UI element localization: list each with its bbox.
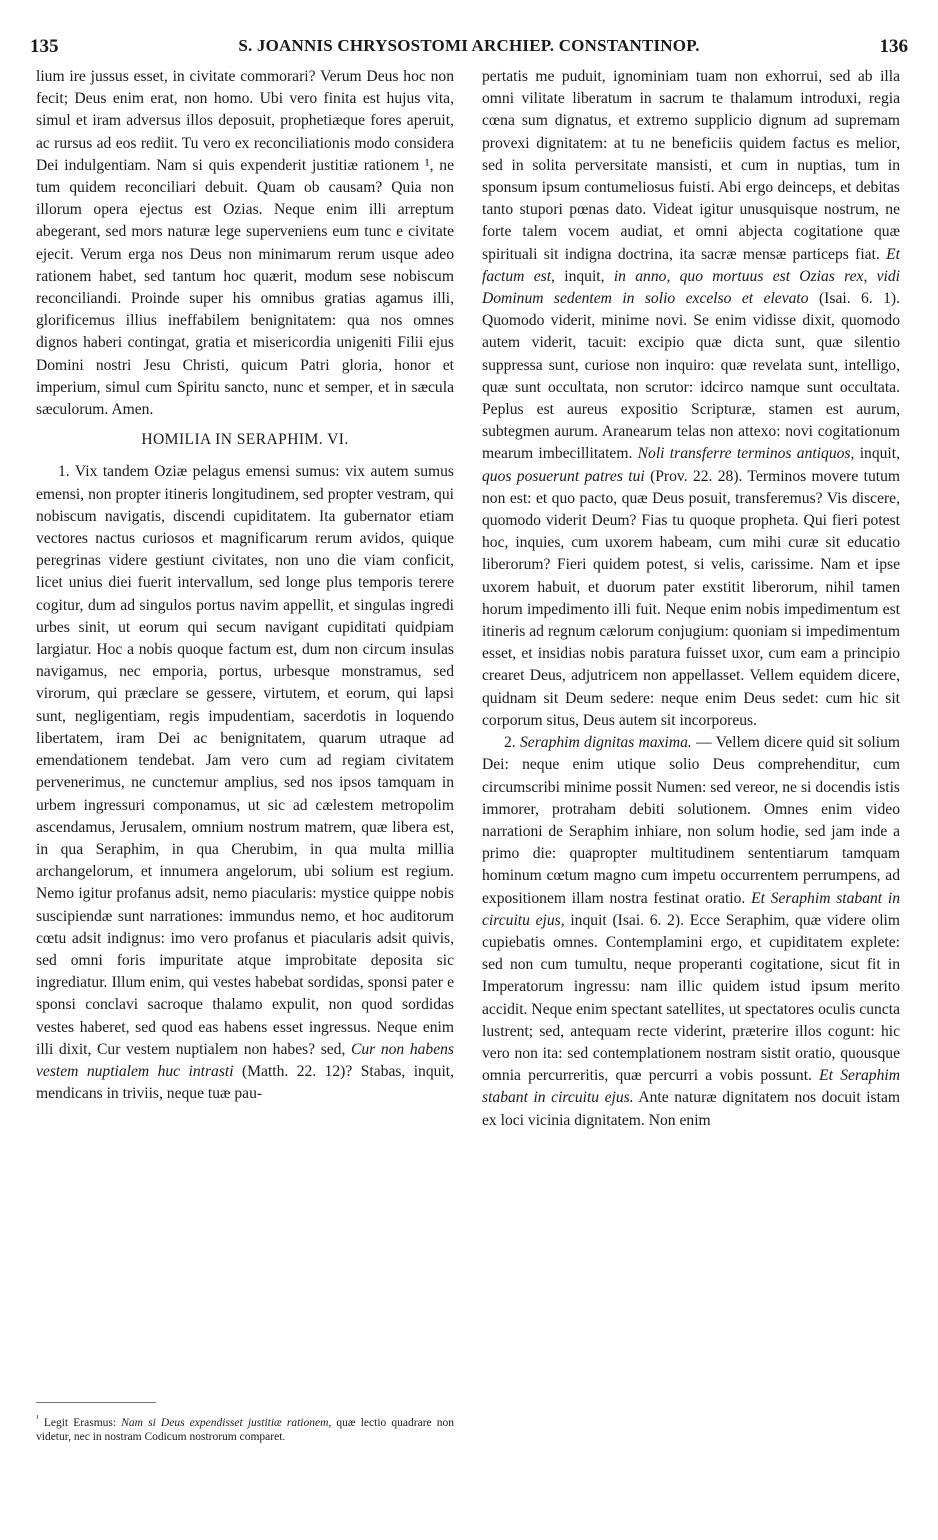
- footnote-rule: [36, 1402, 156, 1403]
- left-column: [36, 66, 454, 1105]
- right-inquit-2: inquit,: [859, 445, 900, 463]
- footnote-marker: ¹: [36, 1413, 39, 1423]
- left-paragraph-1: lium ire jussus esset, in civitate commorari? Verum Deus hoc non fecit; Deus enim erat, non homo. Ubi vero finita est hujus vita, simul et iram adversus illos deposuit, prophetiæque fores aperuit, ac rursus ad eos rediit. Tu vero ex reconciliationis modo considera Dei indulgentiam. Nam si quis expenderit justitiæ rationem ¹, ne tum quidem reconciliari debuit. Quam ob causam? Quia non illorum opera ejectus est Ozias. Neque enim illi arreptum abegerant, sed mors naturæ lege superveniens eum tunc e civitate ejecit. Verum erga nos Deus non minimarum rerum usque adeo rationem habet, sed tantum hoc quærit, modum sese nobiscum reconciliandi. Proinde super his omnibus gratias agamus illi, glorificemus illius ineffabilem benignitatem: qua nos omnes dignos haberi contingat, gratia et misericordia unigeniti Filii ejus Domini nostri Jesu Christi, quicum Patri gloria, honor et imperium, simul cum Spiritu sancto, nunc et semper, et in sæcula sæculorum. Amen.: [36, 68, 454, 419]
- right-quote-4: quos posuerunt patres tui: [482, 467, 645, 485]
- footnote-lead: Legit Erasmus:: [43, 1416, 117, 1429]
- right-paragraph-1-text: pertatis me puduit, ignominiam tuam non exhorrui, sed ab illa omni vilitate liberatum in sacrum te thalamum introduxi, regia cœna sum dignatus, et extremo supplicio dignum ad supremam provexi dignitatem: at tu ne beneficiis quidem factus es melior, sed in solita perversitate mansisti, et cum in nuptias, tum in sponsum ipsum contumeliosus fuisti. Abi ergo deinceps, et debitas tanto stupori pœnas dato. Videat igitur unusquisque nostrum, ne forte talem vocem audiat, et omni abjecta cogitatione quæ spirituali sit indigna doctrina, ita sacræ mensæ particeps fiat.: [482, 68, 900, 263]
- right-ref-1: (Isai. 6. 1).: [818, 290, 900, 308]
- footnote: [36, 1411, 454, 1444]
- footnote-rest: quæ lectio quadrare non videtur, nec in nostram Codicum nostrorum comparet.: [36, 1416, 455, 1443]
- right-paragraph-2-end: Ante naturæ dignitatem nos docuit istam ex loci vicinia dignitatem. Non enim: [482, 1089, 900, 1129]
- left-paragraph-2-quote: Cur non habens vestem nuptialem huc intrasti: [36, 1040, 454, 1080]
- footnote-quote: Nam si Deus expendisset justitiæ rationem,: [121, 1416, 332, 1429]
- right-quote-6: Et Seraphim stabant in circuitu ejus.: [482, 1067, 900, 1107]
- right-inquit-1: inquit,: [564, 267, 605, 285]
- right-paragraph-1-end: Terminos movere tutum non est: et quo pacto, quæ Deus posuit, transferemus? Vis discere, quomodo viderit Deum? Fias tu quoque propheta. Qui fieri potest hoc, inquies, cum uxorem habeam, cum mihi curæ sit educatio liberorum? Fieri quidem potest, si velis, carissime. Nam et ipse uxorem habuit, et duorum pater exstitit liberorum, nihil tamen horum impedimento illi fuit. Neque enim nobis impedimentum est itineris ad regnum cælorum conjugium: quoniam si impedimentum esset, et insidias nobis paratura fuisset uxor, cum eam a principio crearet Deus, adjutricem non appellasset. Vellem equidem dicere, quidnam sit Deum sedere: neque enim Deus sedet: cum hic sit corporum situs, Deus autem sit incorporeus.: [482, 467, 901, 729]
- right-inquit-3: inquit: [570, 911, 607, 929]
- right-paragraph-2-rest: Ecce Seraphim, quæ videre olim cupiebatis omnes. Contemplamini ergo, et cupiditatem explete: sed non cum tumultu, neque properanti cogitatione, sicut fit in Imperatorum ingressu: nam illic quidem istud ipsum merito accidit. Neque enim spectant satellites, ut spectatores oculis cuncta lustrent; sed, antequam recte viderint, præterire illos cogunt: hic vero non ita: sed contemplationem nostram sistit oratio, quousque omnia percurreritis, quæ percurri a vobis possunt.: [482, 911, 900, 1085]
- section-heading: Seraphim dignitas maxima.: [519, 734, 692, 752]
- right-quote-1: Et factum est,: [482, 245, 900, 285]
- right-paragraph-2-text: — Vellem dicere quid sit solium Dei: neque enim utique solio Deus comprehenditur, cum circumscribi minime possit Numen: sed vereor, ne si docendis istis immorer, protraham debiti solutionem. Omnes enim video narrationi de Seraphim inhiare, non solum hodie, sed jam inde a primo die: quapropter multitudinem sententiarum tamquam hominum cœtum magno cum impetu occurrentem perrumpens, ad expositionem illam nostra festinat oratio.: [482, 734, 900, 907]
- right-ref-2: (Prov. 22. 28).: [650, 467, 743, 485]
- page-header: [30, 36, 908, 64]
- right-quote-3: Noli transferre terminos antiquos,: [637, 445, 855, 463]
- right-quote-5: Et Seraphim stabant in circuitu ejus,: [482, 889, 900, 929]
- left-paragraph-2-ref: (Matth. 22. 12)?: [241, 1062, 353, 1080]
- right-paragraph-1-rest: Quomodo viderit, minime novi. Se enim vidisse dixit, quomodo autem viderit, tacuit: excipio quæ dicta sunt, quæ silentio suppressa sunt, curiose non inquiro: quæ revelata sunt, intelligo, quæ sunt occultata, non scrutor: idcirco namque sunt occultata. Peplus est aureus expositio Scripturæ, stamen est aurum, subtegmen aurum. Aranearum telas non attexo: novi cogitationum mearum imbecillitatem.: [482, 312, 900, 463]
- running-title: S. JOANNIS CHRYSOSTOMI ARCHIEP. CONSTANTINOP.: [238, 36, 700, 55]
- right-quote-2: in anno, quo mortuus est Ozias rex, vidi Dominum sedentem in solio excelso et elevato: [482, 267, 901, 308]
- homily-title: HOMILIA IN SERAPHIM. VI.: [141, 431, 349, 449]
- right-ref-3: (Isai. 6. 2).: [612, 911, 685, 929]
- right-paragraph-2: [482, 732, 900, 1132]
- left-paragraph-2-tail: Stabas, inquit, mendicans in triviis, neque tuæ pau-: [36, 1062, 455, 1103]
- right-column: [482, 66, 900, 1132]
- page-number-right: 136: [879, 36, 908, 57]
- right-paragraph-1: [482, 66, 900, 732]
- page-number-left: 135: [30, 36, 59, 57]
- left-paragraph-2-text: 1. Vix tandem Oziæ pelagus emensi sumus: vix autem sumus emensi, non propter itineris longitudinem, sed propter vestram, qui nobiscum navigatis, discendi cupiditatem. Ita gubernator etiam vectores nactus curiosos et magnificarum rerum avidos, quique peregrinas videre gestiunt civitates, non uno die viam conficit, licet unius diei fuerit intervallum, sed longe plus temporis terere cogitur, dum ad singulos portus navim appellit, et singulas ingredi urbes sinit, ut eorum qui secum navigant cupiditati quidpiam largiatur. Hoc a nobis quoque factum est, dum non circum insulas navigamus, nec emporia, portus, urbesque monstramus, sed virorum, qui præclare se gessere, virtutem, et eorum, qui lapsi sunt, negligentiam, regis impudentiam, sacerdotis in loquendo libertatem, iram Dei ac benignitatem, quarum utraque ad emendationem tendebat. Jam vero cum ad regiam civitatem pervenerimus, ne cunctemur amplius, sed nos ipsos tamquam in urbem ingressuri componamus, ut sic ad cælestem metropolim ascendamus, Jerusalem, omnium nostrum matrem, quæ libera est, in qua Seraphim, in qua Cherubim, in qua multa millia archangelorum, et innumera angelorum, ubi solium est regium. Nemo igitur profanus adsit, nemo piacularis: mystice quippe nobis suscipiendæ sunt narrationes: immundus nemo, et hoc auditorum cœtu adsit indignus: imo vero profanus et piacularis adsit quivis, sed omni foris impuritate atque improbitate deposita sic ingrediatur. Illum enim, qui vestes habebat sordidas, sponsi pater e sponsi conclavi sacroque thalamo expulit, non quod sordidas vestes haberet, sed quod eas habens esset ingressus. Neque enim illi dixit, Cur vestem nuptialem non habes? sed,: [36, 463, 454, 1058]
- section-number: 2.: [504, 734, 516, 752]
- left-paragraph-2: [36, 461, 454, 1105]
